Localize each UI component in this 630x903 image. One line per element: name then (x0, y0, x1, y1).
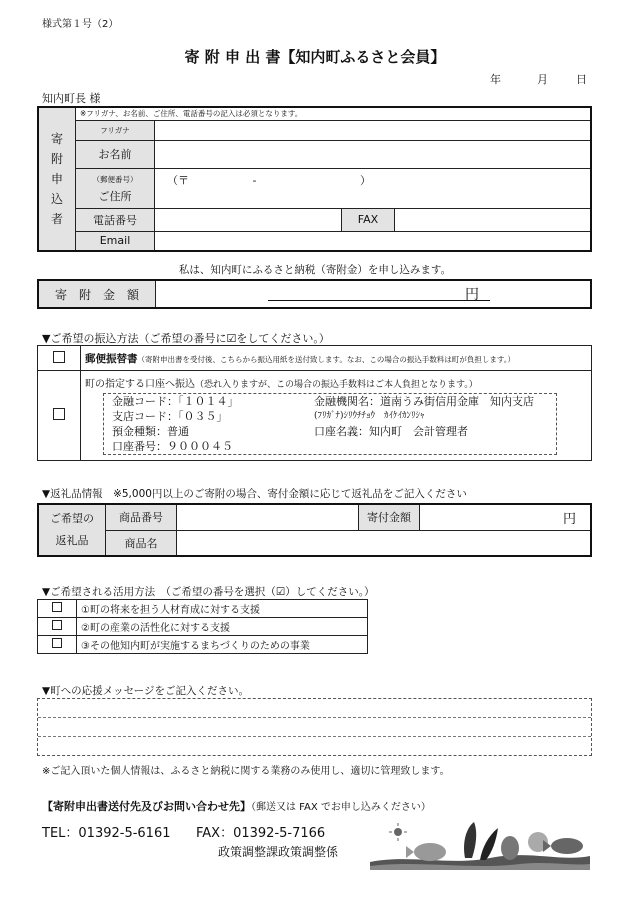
product-number-label: 商品番号 (106, 504, 177, 530)
account-holder: 口座名義：知内町 会計管理者 (314, 425, 468, 438)
gift-heading: ▼返礼品情報 ※5,000円以上のご寄附の場合、寄付金額に応じて返礼品をご記入ください (42, 488, 467, 500)
gift-table (37, 503, 592, 557)
fax-label: FAX (342, 208, 395, 231)
contact-tel: TEL：01392-5-6161 (42, 826, 171, 841)
privacy-note: ※ご記入頂いた個人情報は、ふるさと納税に関する業務のみ使用し、適切に管理致します。 (42, 766, 450, 777)
email-label: Email (76, 231, 155, 251)
date-day: 日 (576, 73, 587, 86)
furigana-field[interactable] (155, 120, 592, 140)
date-year: 年 (490, 73, 501, 86)
name-label: お名前 (76, 140, 155, 168)
usage-heading: ▼ご希望される活用方法 （ご希望の番号を選択（☑）してください。） (42, 586, 375, 598)
contact-heading: 【寄附申出書送付先及びお問い合わせ先】 (42, 800, 251, 813)
form-number: 様式第１号（2） (42, 19, 119, 30)
postal-close: ） (359, 173, 371, 187)
applicant-side-label: 寄 附 申 込 者 (38, 107, 76, 251)
gift-amount-unit: 円 (562, 511, 576, 527)
addressee: 知内町長 様 (42, 92, 101, 105)
phone-label: 電話番号 (76, 208, 155, 231)
bank-transfer-title: 町の指定する口座へ振込 (85, 379, 195, 390)
address-label: ご住所 (98, 190, 132, 203)
contact-heading-note: （郵送又は FAX でお申し込みください） (251, 802, 431, 813)
postal-transfer-note: （寄附申出書を受付後、こちらから振込用紙を送付致します。なお、この場合の振込手数料は町が負担します。） (137, 354, 516, 364)
checkbox-icon[interactable] (52, 638, 62, 648)
amount-label: 寄 附 金 額 (38, 280, 156, 308)
transfer-heading: ▼ご希望の振込方法（ご希望の番号に☑をしてください。） (42, 332, 330, 345)
bank-name: 金融機関名：道南うみ街信用金庫 知内支店 (314, 395, 534, 408)
gift-amount-field[interactable] (420, 504, 592, 530)
product-name-field[interactable] (177, 530, 592, 556)
amount-underline (268, 300, 490, 301)
checkbox-icon[interactable] (53, 408, 65, 420)
account-number: 口座番号：９０００４５ (112, 440, 233, 453)
postal-transfer-title: 郵便振替書 (85, 352, 138, 365)
message-field[interactable] (37, 698, 592, 756)
email-field[interactable] (155, 231, 592, 251)
checkbox-icon[interactable] (53, 351, 65, 363)
applicant-table (37, 106, 592, 252)
contact-department: 政策調整課政策調整係 (218, 845, 339, 859)
postal-open: （〒 (167, 173, 189, 187)
name-field[interactable] (155, 140, 592, 168)
seafood-vegetable-illustration (370, 818, 590, 870)
fax-field[interactable] (395, 208, 592, 231)
gift-side-label-2: 返礼品 (55, 534, 89, 547)
page-title: 寄 附 申 出 書【知内町ふるさと会員】 (184, 48, 446, 66)
account-type: 預金種類：普通 (112, 425, 189, 438)
branch-code: 支店コード：「０３５」 (112, 410, 228, 423)
usage-option: ①町の将来を担う人材育成に対する支援 (77, 600, 368, 618)
gift-side-label-1: ご希望の (50, 512, 94, 525)
amount-field[interactable] (156, 280, 592, 308)
message-heading: ▼町への応援メッセージをご記入ください。 (42, 685, 249, 697)
bank-code: 金融コード：「１０１４」 (112, 395, 239, 408)
declaration: 私は、知内町にふるさと納税（寄附金）を申し込みます。 (178, 264, 452, 276)
bank-transfer-note: （恐れ入りますが、この場合の振込手数料はご本人負担となります。） (195, 380, 478, 390)
furigana-label: フリガナ (76, 120, 155, 140)
usage-option: ②町の産業の活性化に対する支援 (77, 618, 368, 636)
amount-table (37, 279, 592, 309)
product-number-field[interactable] (177, 504, 359, 530)
postal-hyphen: - (252, 173, 257, 187)
usage-option: ③その他知内町が実施するまちづくりのための事業 (77, 636, 368, 654)
phone-field[interactable] (155, 208, 342, 231)
date-month: 月 (537, 73, 548, 86)
address-field[interactable] (155, 168, 592, 208)
checkbox-icon[interactable] (52, 620, 62, 630)
amount-unit: 円 (465, 287, 479, 303)
contact-fax: FAX：01392-5-7166 (196, 826, 326, 841)
transfer-table (37, 345, 592, 461)
account-holder-kana: (ﾌﾘｶﾞﾅ)ｼﾘｳﾁﾁｮｳ ｶｲｹｲｶﾝﾘｼｬ (314, 411, 425, 421)
bank-info-box (103, 393, 557, 455)
checkbox-icon[interactable] (52, 602, 62, 612)
usage-table (37, 599, 368, 654)
product-name-label: 商品名 (106, 530, 177, 556)
postal-label: （郵便番号） (92, 175, 138, 184)
required-note: ※フリガナ、お名前、ご住所、電話番号の記入は必須となります。 (76, 107, 592, 120)
gift-amount-label: 寄付金額 (359, 504, 420, 530)
